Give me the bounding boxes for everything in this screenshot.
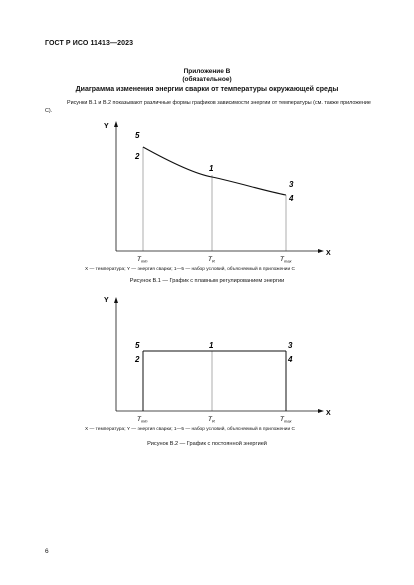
- fig2-x-axis-arrow: [318, 409, 324, 413]
- fig1-point-4: 4: [289, 194, 294, 203]
- fig2-tick-tmin: $T_{min}$: [137, 416, 148, 424]
- intro-paragraph: Рисунки В.1 и В.2 показывают различные формы графиков зависимости энергии от температуры (см. также приложение С).: [45, 100, 371, 114]
- fig2-legend-note: X — температура; Y — энергия сварки; 1—5 — набор условий, объясняемый в приложении С: [85, 427, 295, 432]
- fig2-point-4: 4: [288, 355, 293, 364]
- fig1-point-3: 3: [289, 180, 294, 189]
- document-header-code: ГОСТ Р ИСО 11413—2023: [45, 40, 134, 47]
- fig2-point-5: 5: [135, 341, 140, 350]
- fig2-tick-tmax: $T_{max}$: [280, 416, 292, 424]
- fig2-point-2: 2: [135, 355, 140, 364]
- fig1-y-label: Y: [104, 123, 109, 130]
- fig2-point-3: 3: [288, 341, 293, 350]
- fig2-caption: Рисунок В.2 — График с постоянной энергией: [147, 441, 267, 447]
- annex-title: Приложение В: [183, 68, 231, 75]
- fig1-point-5: 5: [135, 131, 140, 140]
- fig1-legend-note: X — температура; Y — энергия сварки; 1—5 — набор условий, объясняемый в приложении С: [85, 267, 295, 272]
- fig2-x-label: X: [326, 410, 331, 417]
- section-title: Диаграмма изменения энергии сварки от температуры окружающей среды: [75, 86, 339, 93]
- page-number: 6: [45, 548, 49, 555]
- fig1-point-2: 2: [135, 152, 140, 161]
- fig1-x-label: X: [326, 250, 331, 257]
- fig1-point-1: 1: [209, 164, 214, 173]
- fig1-tick-tmax: $T_{max}$: [280, 256, 292, 264]
- annex-status: (обязательное): [182, 76, 232, 83]
- fig2-tick-tr: $T_R$: [208, 416, 215, 424]
- fig2-point-1: 1: [209, 341, 214, 350]
- fig1-tick-tr: $T_R$: [208, 256, 215, 264]
- fig2-y-axis-arrow: [114, 297, 118, 303]
- fig1-tick-tmin: $T_{min}$: [137, 256, 148, 264]
- fig1-caption: Рисунок В.1 — График с плавным регулированием энергии: [129, 278, 285, 284]
- fig2-y-label: Y: [104, 297, 109, 304]
